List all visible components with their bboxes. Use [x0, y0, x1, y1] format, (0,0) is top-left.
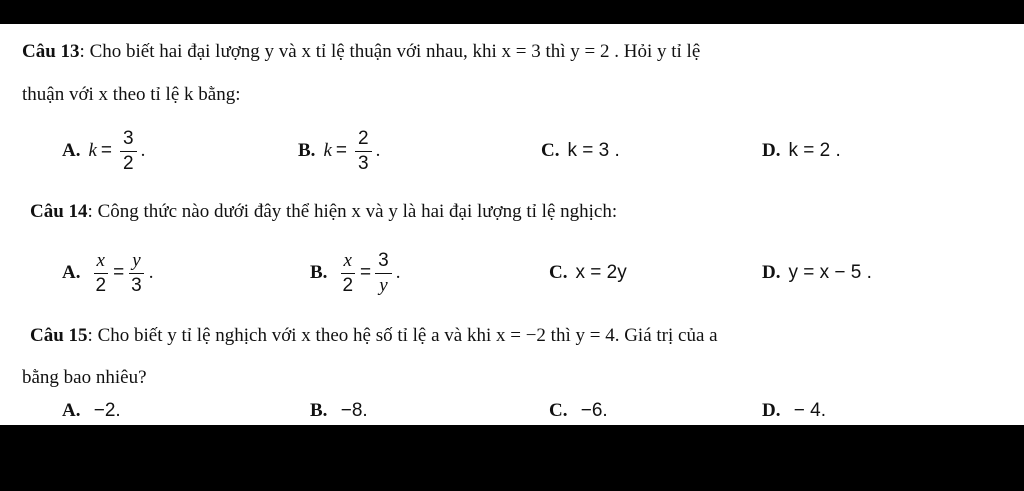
fraction	[339, 249, 356, 298]
option-text: − 4.	[793, 400, 826, 421]
q15-text-line1: : Cho biết y tỉ lệ nghịch với x theo hệ số tỉ lệ a và khi x = −2 thì y = 4. Giá trị của a	[87, 325, 718, 346]
q13-number: Câu 13	[22, 41, 80, 62]
option-label: A.	[62, 140, 81, 161]
option-label: C.	[541, 140, 560, 161]
fraction-denominator: 2	[123, 152, 134, 174]
option-tail: .	[140, 140, 146, 161]
q14-line1	[30, 200, 617, 224]
q15-line2	[22, 366, 147, 390]
option-tail: .	[395, 262, 401, 283]
option-op: =	[113, 262, 125, 283]
fraction-numerator: x	[341, 249, 355, 274]
fraction	[355, 127, 372, 176]
fraction-numerator: 2	[355, 127, 372, 152]
q15-option-b[interactable]	[310, 400, 368, 422]
fraction-numerator: x	[94, 249, 108, 274]
option-op: =	[335, 140, 347, 161]
q15-option-a[interactable]	[62, 400, 121, 422]
q13-option-b[interactable]	[298, 121, 380, 181]
q15-option-c[interactable]	[549, 400, 608, 422]
option-label: D.	[762, 262, 781, 283]
fraction-numerator: 3	[120, 127, 137, 152]
option-var: k	[323, 140, 332, 161]
fraction	[92, 249, 109, 298]
fraction-denominator: 2	[95, 274, 107, 296]
option-text: k = 2 .	[788, 140, 841, 161]
option-label: B.	[310, 262, 328, 283]
q14-option-c[interactable]	[549, 243, 627, 303]
q14-text-line1: : Công thức nào dưới đây thể hiện x và y là hai đại lượng tỉ lệ nghịch:	[87, 201, 618, 222]
q14-option-a[interactable]	[62, 243, 154, 303]
fraction-denominator: 3	[357, 152, 369, 174]
option-tail: .	[148, 262, 154, 283]
option-var: k	[88, 140, 97, 161]
q13-option-d[interactable]	[762, 121, 841, 181]
option-label: A.	[62, 262, 81, 283]
q15-option-d[interactable]	[762, 400, 826, 422]
option-tail: .	[375, 140, 381, 161]
option-text: y = x − 5 .	[788, 262, 872, 283]
q14-number: Câu 14	[30, 201, 88, 222]
fraction-numerator: 3	[375, 249, 392, 274]
option-label: A.	[62, 400, 81, 421]
q13-option-c[interactable]	[541, 121, 620, 181]
fraction-denominator: y	[379, 274, 388, 296]
q13-line2	[22, 83, 240, 107]
option-op: =	[100, 140, 113, 161]
option-label: B.	[310, 400, 328, 421]
q15-line1	[30, 324, 718, 348]
option-text: −8.	[340, 400, 368, 421]
option-text: −2.	[93, 400, 121, 421]
fraction	[128, 249, 145, 298]
fraction-numerator: y	[129, 249, 143, 274]
q15-number: Câu 15	[30, 325, 88, 346]
option-label: C.	[549, 262, 568, 283]
option-text: x = 2y	[575, 262, 627, 283]
option-label: C.	[549, 400, 568, 421]
worksheet	[0, 24, 1024, 425]
fraction	[120, 127, 137, 176]
option-op: =	[360, 262, 372, 283]
q15-text-line2: bằng bao nhiêu?	[22, 367, 147, 388]
fraction	[375, 249, 392, 298]
option-text: k = 3 .	[567, 140, 620, 161]
q13-line1	[22, 40, 700, 64]
option-text: −6.	[580, 400, 608, 421]
q13-text-line1: : Cho biết hai đại lượng y và x tỉ lệ thuận với nhau, khi x = 3 thì y = 2 . Hỏi y tỉ lệ	[79, 41, 701, 62]
option-label: D.	[762, 140, 781, 161]
q14-option-b[interactable]	[310, 243, 400, 303]
q13-option-a[interactable]	[62, 121, 145, 181]
option-label: B.	[298, 140, 316, 161]
fraction-denominator: 2	[342, 274, 354, 296]
q14-option-d[interactable]	[762, 243, 872, 303]
fraction-denominator: 3	[131, 274, 142, 296]
q13-text-line2: thuận với x theo tỉ lệ k bằng:	[22, 84, 241, 105]
option-label: D.	[762, 400, 781, 421]
